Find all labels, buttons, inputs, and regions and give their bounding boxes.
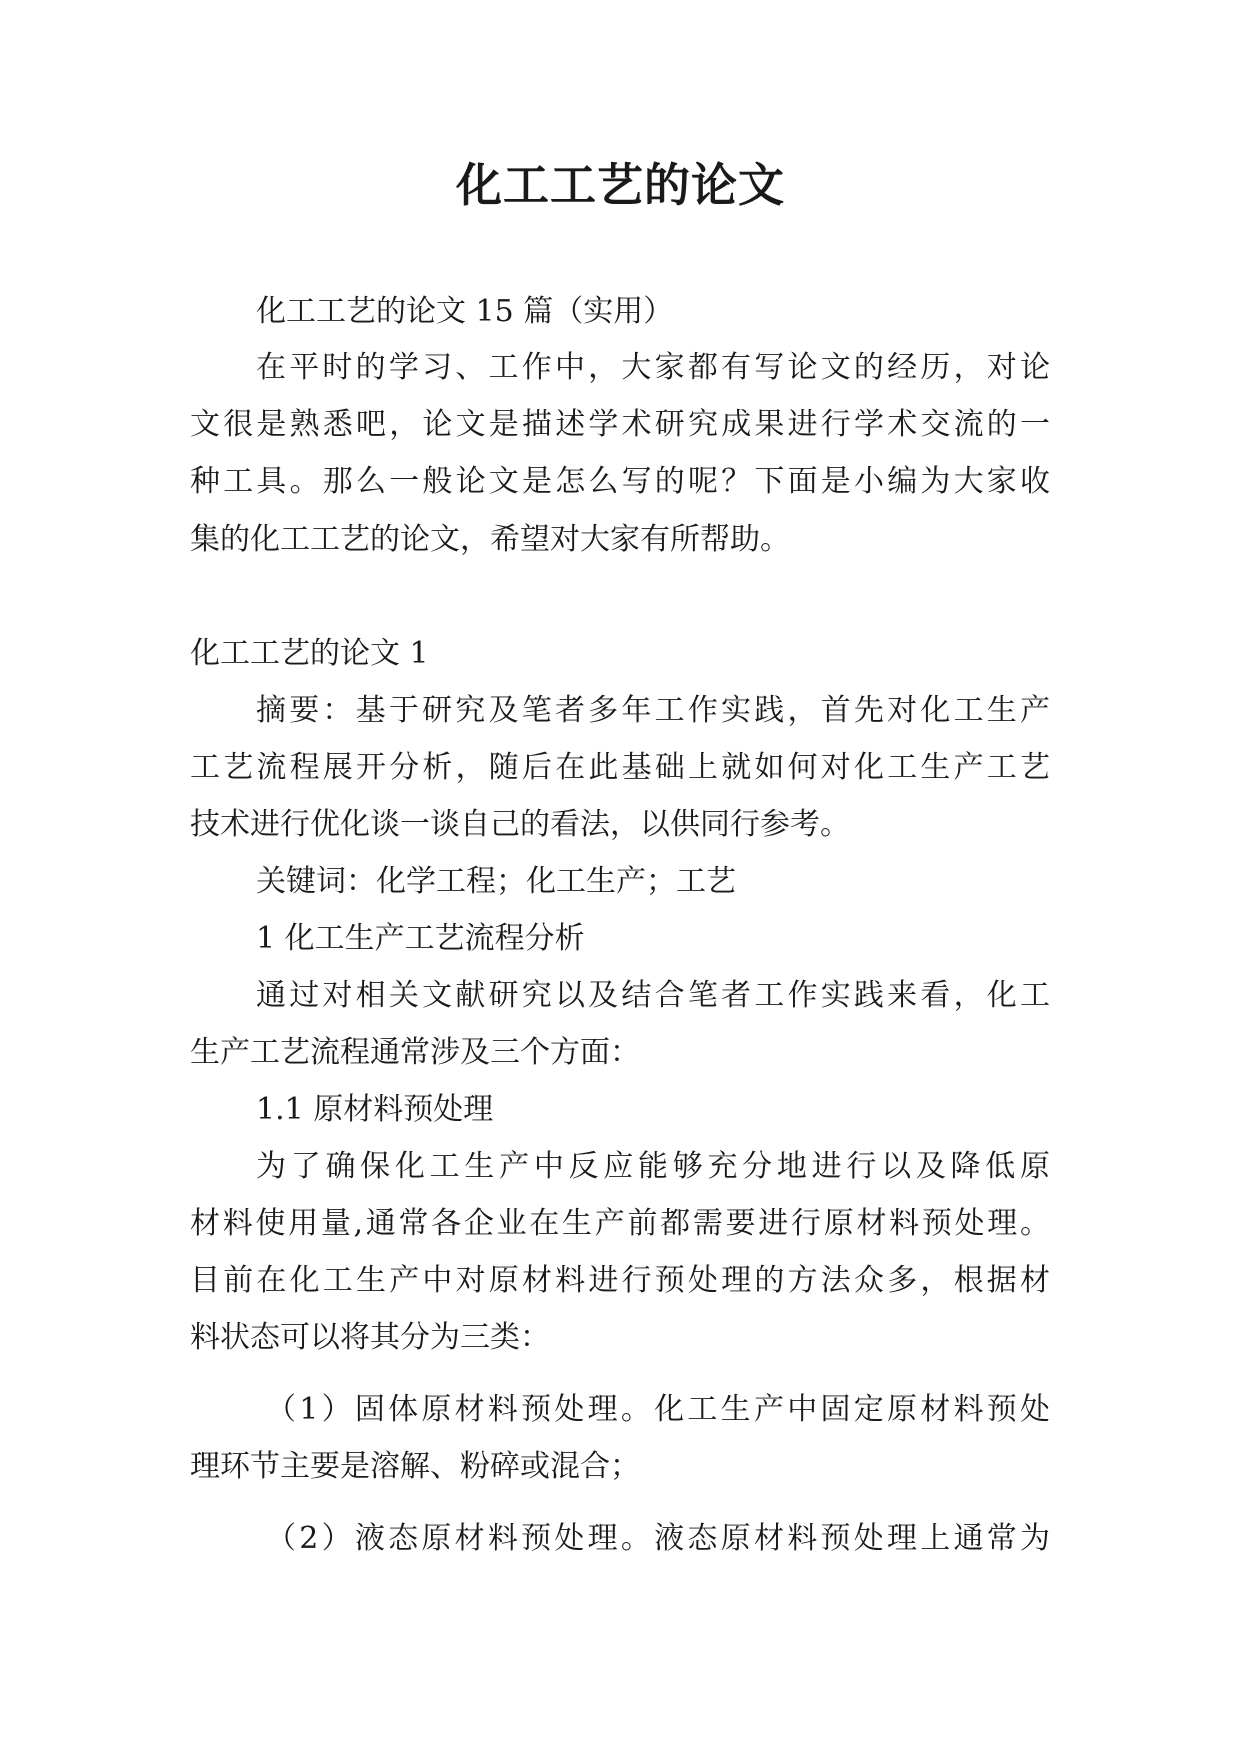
list-item-line: （2）液态原材料预处理。液态原材料预处理上通常为 — [266, 1521, 1050, 1556]
keywords-line: 关键词：化学工程；化工生产；工艺 — [256, 864, 736, 899]
list-item-line: 理环节主要是溶解、粉碎或混合； — [190, 1449, 640, 1484]
subsection-heading: 1 化工生产工艺流程分析 — [256, 921, 585, 956]
section-heading: 化工工艺的论文 1 — [190, 636, 429, 671]
document-title: 化工工艺的论文 — [456, 158, 785, 212]
intro-heading: 化工工艺的论文 15 篇（实用） — [256, 294, 674, 329]
intro-line: 集的化工工艺的论文，希望对大家有所帮助。 — [190, 522, 790, 557]
abstract-line: 技术进行优化谈一谈自己的看法，以供同行参考。 — [190, 807, 850, 842]
abstract-line: 摘要：基于研究及笔者多年工作实践，首先对化工生产 — [256, 693, 1050, 728]
body-line: 材料使用量,通常各企业在生产前都需要进行原材料预处理。 — [190, 1206, 1050, 1241]
abstract-line: 工艺流程展开分析，随后在此基础上就如何对化工生产工艺 — [190, 750, 1050, 785]
intro-line: 在平时的学习、工作中，大家都有写论文的经历，对论 — [256, 350, 1050, 385]
intro-line: 种工具。那么一般论文是怎么写的呢？下面是小编为大家收 — [190, 464, 1050, 499]
body-line: 为了确保化工生产中反应能够充分地进行以及降低原 — [256, 1149, 1050, 1184]
subsection-heading: 1.1 原材料预处理 — [256, 1092, 494, 1127]
body-line: 料状态可以将其分为三类： — [190, 1320, 550, 1355]
list-item-line: （1）固体原材料预处理。化工生产中固定原材料预处 — [266, 1392, 1050, 1427]
body-line: 目前在化工生产中对原材料进行预处理的方法众多，根据材 — [190, 1263, 1050, 1298]
body-line: 通过对相关文献研究以及结合笔者工作实践来看，化工 — [256, 978, 1050, 1013]
intro-line: 文很是熟悉吧，论文是描述学术研究成果进行学术交流的一 — [190, 407, 1050, 442]
body-line: 生产工艺流程通常涉及三个方面： — [190, 1035, 640, 1070]
